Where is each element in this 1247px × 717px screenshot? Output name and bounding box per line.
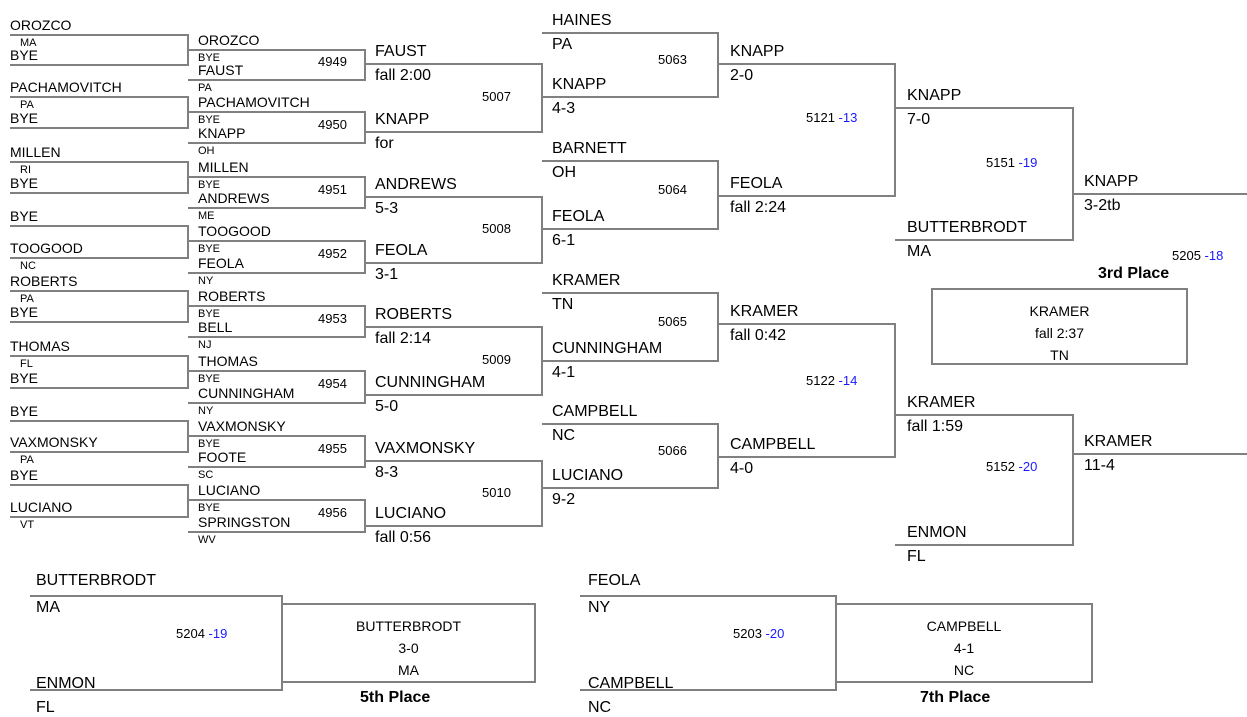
wrestler-name: ENMON bbox=[907, 524, 967, 541]
team-code: NC bbox=[588, 699, 612, 716]
wrestler-name: KNAPP bbox=[198, 125, 246, 141]
bout-number: 5204 bbox=[176, 626, 209, 641]
match-result: 2-0 bbox=[730, 67, 754, 84]
wrestler-name: BYE bbox=[10, 175, 39, 191]
wrestler-name: BYE bbox=[10, 370, 39, 386]
match-result: fall 2:00 bbox=[375, 67, 432, 84]
box-result: 4-1 bbox=[953, 640, 975, 656]
bout-number: 5121 bbox=[806, 110, 839, 125]
wrestler-name: BYE bbox=[10, 208, 39, 224]
wrestler-name: BUTTERBRODT bbox=[907, 219, 1027, 236]
match-result: 7-0 bbox=[907, 111, 931, 128]
wrestler-name: CUNNINGHAM bbox=[375, 374, 486, 391]
place-label: 5th Place bbox=[360, 689, 431, 706]
team-code: PA bbox=[198, 82, 212, 94]
wrestler-name: KNAPP bbox=[730, 43, 785, 60]
match-result: 11-4 bbox=[1084, 457, 1115, 474]
wrestler-name: FEOLA bbox=[730, 175, 783, 192]
wrestler-name: ROBERTS bbox=[375, 306, 453, 323]
team-code: MA bbox=[36, 599, 60, 616]
seventh-place-result-box bbox=[835, 603, 1093, 683]
match-result: 9-2 bbox=[552, 491, 576, 508]
wrestler-name: LUCIANO bbox=[375, 505, 447, 522]
bout-number: 5008 bbox=[482, 221, 511, 236]
wrestler-name: CUNNINGHAM bbox=[552, 340, 663, 357]
match-result: 4-0 bbox=[730, 460, 754, 477]
match-result: 6-1 bbox=[552, 232, 576, 249]
match-result: fall 2:24 bbox=[730, 199, 787, 216]
team-code: PA bbox=[552, 36, 573, 53]
wrestler-name: CAMPBELL bbox=[588, 675, 674, 692]
fifth-place-result-box bbox=[281, 603, 536, 683]
wrestler-name: ROBERTS bbox=[198, 288, 266, 304]
wrestler-name: ROBERTS bbox=[10, 273, 78, 289]
wrestler-name: FOOTE bbox=[198, 449, 247, 465]
result-code: BYE bbox=[198, 502, 221, 514]
bout-number: 5007 bbox=[482, 89, 511, 104]
loser-bracket-link[interactable]: -20 bbox=[1018, 459, 1038, 474]
box-result: fall 2:37 bbox=[1034, 325, 1085, 341]
wrestler-name: FAUST bbox=[375, 43, 427, 60]
wrestler-name: ENMON bbox=[36, 675, 96, 692]
loser-bracket-link[interactable]: -13 bbox=[838, 110, 858, 125]
bout-number: 5009 bbox=[482, 352, 511, 367]
loser-bracket-link[interactable]: -20 bbox=[765, 626, 785, 641]
place-label: 7th Place bbox=[920, 689, 991, 706]
match-result: 4-1 bbox=[552, 364, 576, 381]
wrestler-name: KRAMER bbox=[907, 394, 976, 411]
bout-number: 5151 bbox=[986, 155, 1019, 170]
bout-number: 4952 bbox=[318, 246, 347, 261]
match-result: 4-3 bbox=[552, 100, 576, 117]
wrestler-name: OROZCO bbox=[198, 32, 260, 48]
result-code: BYE bbox=[198, 179, 221, 191]
team-code: SC bbox=[198, 469, 214, 481]
wrestler-name: LUCIANO bbox=[198, 482, 261, 498]
box-team: NC bbox=[953, 662, 975, 678]
wrestler-name: KRAMER bbox=[552, 272, 621, 289]
match-result: fall 1:59 bbox=[907, 418, 964, 435]
team-code: NC bbox=[20, 260, 36, 272]
team-code: PA bbox=[20, 293, 34, 305]
bout-number: 5066 bbox=[658, 443, 687, 458]
wrestler-name: BUTTERBRODT bbox=[36, 572, 156, 589]
bout-number: 5010 bbox=[482, 484, 511, 500]
wrestler-name: BYE bbox=[10, 47, 39, 63]
wrestler-name: SPRINGSTON bbox=[198, 514, 291, 530]
team-code: PA bbox=[20, 454, 34, 466]
third-place-result-box bbox=[931, 288, 1188, 365]
result-code: BYE bbox=[198, 438, 221, 450]
bout-number-with-link bbox=[806, 111, 857, 124]
wrestler-name: PACHAMOVITCH bbox=[198, 94, 310, 110]
wrestler-name: CAMPBELL bbox=[730, 436, 816, 453]
wrestler-name: ANDREWS bbox=[375, 176, 457, 193]
team-code: FL bbox=[907, 548, 926, 565]
team-code: MA bbox=[20, 37, 37, 49]
team-code: RI bbox=[20, 164, 31, 176]
bout-number: 5065 bbox=[658, 314, 687, 329]
wrestler-name: TOOGOOD bbox=[198, 223, 271, 239]
match-result: 5-0 bbox=[375, 398, 399, 415]
team-code: ME bbox=[198, 210, 215, 222]
bout-number: 4950 bbox=[318, 116, 347, 132]
bout-number: 4955 bbox=[318, 440, 347, 456]
bout-number-with-link bbox=[986, 460, 1037, 473]
wrestler-name: LUCIANO bbox=[552, 467, 624, 484]
wrestler-name: KRAMER bbox=[1084, 433, 1153, 450]
team-code: FL bbox=[20, 358, 33, 370]
loser-bracket-link[interactable]: -14 bbox=[838, 373, 858, 388]
loser-bracket-link[interactable]: -19 bbox=[208, 626, 228, 641]
wrestler-name: THOMAS bbox=[10, 338, 70, 354]
wrestler-name: BYE bbox=[10, 304, 39, 320]
wrestler-name: BELL bbox=[198, 319, 233, 335]
team-code: VT bbox=[20, 519, 35, 531]
wrestler-name: KNAPP bbox=[907, 87, 962, 104]
wrestler-name: THOMAS bbox=[198, 353, 258, 369]
place-label: 3rd Place bbox=[1098, 265, 1170, 282]
bout-number-with-link bbox=[986, 156, 1037, 169]
team-code: NC bbox=[552, 427, 576, 444]
team-code: FL bbox=[36, 699, 55, 716]
wrestler-name: LUCIANO bbox=[10, 499, 73, 515]
bout-number: 4949 bbox=[318, 54, 347, 69]
wrestler-name: FEOLA bbox=[552, 208, 605, 225]
result-code: BYE bbox=[198, 308, 221, 320]
match-result: 3-1 bbox=[375, 266, 399, 283]
team-code: WV bbox=[198, 534, 216, 546]
team-code: NY bbox=[588, 599, 611, 616]
wrestler-name: FEOLA bbox=[198, 255, 244, 271]
result-code: BYE bbox=[198, 52, 221, 64]
wrestler-name: VAXMONSKY bbox=[375, 440, 476, 457]
bout-number: 5152 bbox=[986, 459, 1019, 474]
wrestler-name: BYE bbox=[10, 403, 39, 419]
team-code: NY bbox=[198, 275, 214, 287]
wrestler-name: BYE bbox=[10, 110, 39, 126]
box-winner: CAMPBELL bbox=[926, 618, 1002, 634]
team-code: OH bbox=[552, 164, 576, 181]
wrestler-name: KNAPP bbox=[375, 111, 430, 128]
team-code: NY bbox=[198, 405, 214, 417]
wrestler-name: HAINES bbox=[552, 12, 612, 29]
wrestler-name: KNAPP bbox=[552, 76, 607, 93]
loser-bracket-link[interactable]: -19 bbox=[1018, 155, 1038, 170]
match-result: 8-3 bbox=[375, 464, 399, 481]
wrestler-name: VAXMONSKY bbox=[198, 418, 286, 434]
bout-number-with-link bbox=[176, 627, 227, 640]
wrestler-name: OROZCO bbox=[10, 17, 72, 33]
wrestler-name: FEOLA bbox=[588, 572, 641, 589]
bout-number: 5063 bbox=[658, 52, 687, 67]
bout-number-with-link bbox=[733, 627, 784, 640]
wrestler-name: TOOGOOD bbox=[10, 240, 83, 256]
match-result: fall 0:42 bbox=[730, 327, 787, 344]
wrestler-name: CAMPBELL bbox=[552, 403, 638, 420]
team-code: MA bbox=[907, 243, 931, 260]
wrestler-name: VAXMONSKY bbox=[10, 434, 98, 450]
match-result: for bbox=[375, 135, 394, 152]
wrestler-name: CUNNINGHAM bbox=[198, 385, 295, 401]
wrestler-name: PACHAMOVITCH bbox=[10, 79, 122, 95]
bout-number: 5064 bbox=[658, 182, 687, 197]
box-winner: BUTTERBRODT bbox=[356, 618, 461, 634]
match-result: 5-3 bbox=[375, 200, 399, 217]
bout-number: 4953 bbox=[318, 310, 347, 326]
box-winner: KRAMER bbox=[1029, 303, 1090, 319]
bout-number-with-link bbox=[806, 374, 857, 387]
bout-number: 4954 bbox=[318, 376, 347, 391]
team-code: OH bbox=[198, 145, 215, 157]
wrestler-name: FAUST bbox=[198, 62, 244, 78]
match-result: fall 2:14 bbox=[375, 330, 432, 347]
box-team: TN bbox=[1050, 347, 1069, 363]
wrestler-name: MILLEN bbox=[10, 144, 61, 160]
team-code: NJ bbox=[198, 339, 212, 351]
box-result: 3-0 bbox=[398, 640, 419, 656]
bout-number: 5203 bbox=[733, 626, 766, 641]
loser-bracket-link[interactable]: -18 bbox=[1204, 248, 1224, 263]
team-code: TN bbox=[552, 296, 574, 313]
match-result: fall 0:56 bbox=[375, 529, 432, 546]
team-code: PA bbox=[20, 99, 34, 111]
bout-number: 4956 bbox=[318, 505, 347, 520]
wrestler-name: BYE bbox=[10, 467, 39, 483]
bout-number-with-link bbox=[1172, 249, 1223, 262]
wrestler-name: BARNETT bbox=[552, 140, 627, 157]
wrestler-name: MILLEN bbox=[198, 159, 249, 175]
box-team: MA bbox=[398, 662, 419, 678]
wrestler-name: KRAMER bbox=[730, 303, 799, 320]
wrestler-name: KNAPP bbox=[1084, 173, 1139, 190]
bout-number: 4951 bbox=[318, 181, 347, 197]
bout-number: 5122 bbox=[806, 373, 839, 388]
match-result: 3-2tb bbox=[1084, 197, 1121, 214]
bout-number: 5205 bbox=[1172, 248, 1205, 263]
result-code: BYE bbox=[198, 373, 221, 385]
result-code: BYE bbox=[198, 114, 221, 126]
wrestler-name: ANDREWS bbox=[198, 190, 270, 206]
wrestler-name: FEOLA bbox=[375, 242, 428, 259]
result-code: BYE bbox=[198, 243, 221, 255]
